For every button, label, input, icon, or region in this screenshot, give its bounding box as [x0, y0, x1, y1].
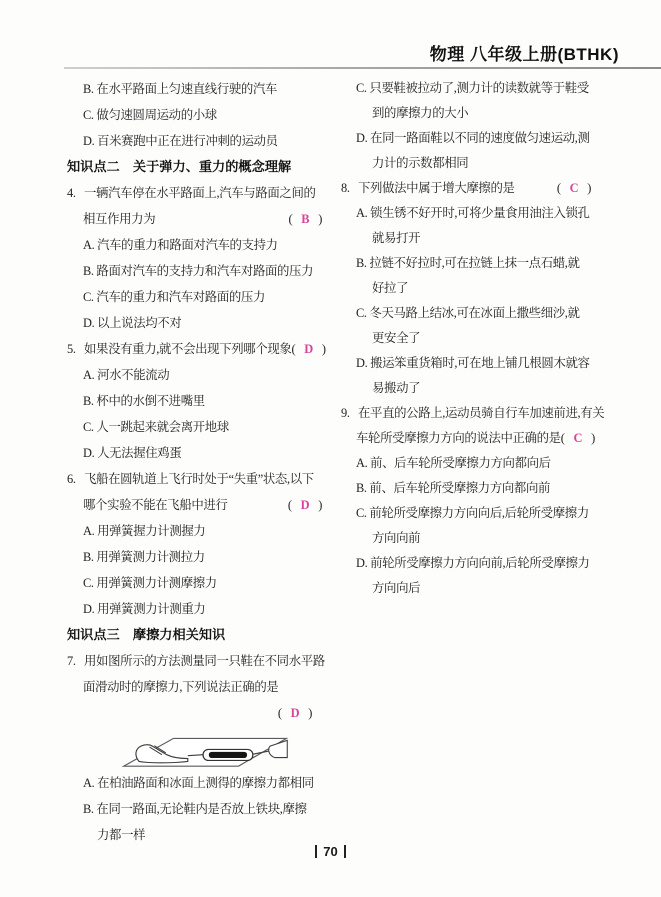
q6-stem-text: 飞船在圆轨道上飞行时处于“失重”状态,以下	[84, 472, 314, 486]
q8-number: 8.	[341, 181, 350, 195]
q8-option-b-line2: 好拉了	[372, 281, 409, 295]
q7-stem-line1	[64, 648, 330, 674]
paren-open: (	[556, 181, 561, 195]
q7-stem-text: 用如图所示的方法测量同一只鞋在不同水平路	[84, 654, 325, 668]
q6-option-d: D. 用弹簧测力计测重力	[83, 602, 206, 616]
q5-option-c: C. 人一跳起来就会离开地球	[83, 420, 229, 434]
q7-answer-line	[64, 700, 330, 726]
q8-stem-line1	[338, 176, 625, 201]
q7-number: 7.	[67, 654, 76, 668]
q5-answer-box	[291, 336, 325, 362]
q4-answer-letter: B	[301, 212, 310, 226]
footer-bar-right-icon	[344, 845, 347, 858]
q8-option-a-line1: A. 锁生锈不好开时,可将少量食用油注入锁孔	[356, 206, 590, 220]
paren-open: (	[277, 706, 282, 720]
paren-close: )	[318, 498, 322, 512]
q5-option-a: A. 河水不能流动	[83, 368, 170, 382]
paren-open: (	[560, 431, 565, 445]
q9-number: 9.	[341, 406, 350, 420]
book-title: 物理 八年级上册(BTHK)	[429, 45, 619, 64]
q6-stem-line1	[64, 466, 330, 492]
prev-question-option-d-line1: D. 在同一路面鞋以不同的速度做匀速运动,测	[356, 131, 590, 145]
q5-answer-letter: D	[304, 342, 313, 356]
shoe-friction-figure	[116, 726, 330, 770]
q8-stem	[341, 176, 515, 201]
q6-option-a: A. 用弹簧握力计测握力	[83, 524, 206, 538]
q5-option-b: B. 杯中的水倒不进嘴里	[83, 394, 205, 408]
section-heading-2: 知识点二 关于弹力、重力的概念理解	[67, 159, 292, 174]
q8-answer-box	[557, 176, 591, 201]
q5-number: 5.	[67, 342, 76, 356]
q5-option-d: D. 人无法握住鸡蛋	[83, 446, 182, 460]
q7-answer-box	[278, 700, 312, 726]
q7-option-a: A. 在柏油路面和冰面上测得的摩擦力都相同	[83, 776, 314, 790]
q6-option-b: B. 用弹簧测力计测拉力	[83, 550, 205, 564]
prev-question-option-b: B. 在水平路面上匀速直线行驶的汽车	[83, 82, 278, 96]
q9-option-b: B. 前、后车轮所受摩擦力方向都向前	[356, 481, 551, 495]
paren-close: )	[318, 212, 322, 226]
q8-option-c-line1: C. 冬天马路上结冰,可在冰面上撒些细沙,就	[356, 306, 580, 320]
q7-option-b-line2: 力都一样	[97, 828, 146, 842]
q8-stem-text: 下列做法中属于增大摩擦的是	[358, 181, 515, 195]
header-divider	[64, 67, 661, 69]
q6-stem-text2: 哪个实验不能在飞船中进行	[83, 498, 228, 512]
q4-answer-box	[289, 206, 322, 232]
paren-close: )	[587, 181, 591, 195]
q4-stem-line1	[64, 180, 330, 206]
q9-option-d-line2: 方向向后	[372, 581, 421, 595]
page-footer	[0, 844, 661, 859]
prev-question-option-d-line2: 力计的示数都相同	[372, 156, 469, 170]
q9-answer-box	[561, 426, 595, 451]
q7-answer-letter: D	[290, 706, 300, 720]
q8-option-a-line2: 就易打开	[372, 231, 421, 245]
q9-option-c-line1: C. 前轮所受摩擦力方向向后,后轮所受摩擦力	[356, 506, 589, 520]
paren-close: )	[591, 431, 595, 445]
q4-option-b: B. 路面对汽车的支持力和汽车对路面的压力	[83, 264, 314, 278]
q9-stem-text2: 车轮所受摩擦力方向的说法中正确的是	[356, 431, 561, 445]
spring-scale-window	[209, 752, 247, 758]
q4-stem-text2: 相互作用力为	[83, 212, 156, 226]
q8-option-d-line2: 易搬动了	[372, 381, 421, 395]
q4-stem-text: 一辆汽车停在水平路面上,汽车与路面之间的	[84, 186, 316, 200]
section-heading-3: 知识点三 摩擦力相关知识	[67, 627, 226, 642]
q4-number: 4.	[67, 186, 76, 200]
left-column	[64, 76, 330, 848]
q8-option-d-line1: D. 搬运笨重货箱时,可在地上铺几根圆木就容	[356, 356, 590, 370]
q5-stem-line1	[64, 336, 330, 362]
q4-stem-line2	[64, 206, 330, 232]
q8-answer-letter: C	[569, 181, 579, 195]
paren-close: )	[308, 706, 312, 720]
q9-stem-line1	[338, 401, 625, 426]
prev-question-option-c: C. 做匀速圆周运动的小球	[83, 108, 217, 122]
q6-option-c: C. 用弹簧测力计测摩擦力	[83, 576, 217, 590]
q5-stem-text: 如果没有重力,就不会出现下列哪个现象	[84, 342, 292, 356]
page-number: 70	[323, 844, 338, 859]
q8-option-c-line2: 更安全了	[372, 331, 421, 345]
q6-answer-box	[288, 492, 322, 518]
prev-question-option-d: D. 百米赛跑中正在进行冲刺的运动员	[83, 134, 278, 148]
q4-option-d: D. 以上说法均不对	[83, 316, 182, 330]
q4-option-a: A. 汽车的重力和路面对汽车的支持力	[83, 238, 278, 252]
q6-number: 6.	[67, 472, 76, 486]
right-column	[338, 76, 625, 601]
paren-open: (	[291, 342, 296, 356]
prev-question-option-c-line2: 到的摩擦力的大小	[372, 106, 469, 120]
paren-open: (	[288, 212, 293, 226]
q8-option-b-line1: B. 拉链不好拉时,可在拉链上抹一点石蜡,就	[356, 256, 580, 270]
footer-bar-left-icon	[315, 845, 318, 858]
paren-open: (	[287, 498, 292, 512]
q9-stem-line2	[338, 426, 625, 451]
q9-option-c-line2: 方向向前	[372, 531, 421, 545]
q6-answer-letter: D	[300, 498, 310, 512]
q4-option-c: C. 汽车的重力和汽车对路面的压力	[83, 290, 265, 304]
q7-option-b-line1: B. 在同一路面,无论鞋内是否放上铁块,摩擦	[83, 802, 307, 816]
q5-stem	[67, 336, 291, 362]
q9-stem-text: 在平直的公路上,运动员骑自行车加速前进,有关	[358, 406, 605, 420]
q9-answer-letter: C	[573, 431, 583, 445]
q7-stem-line2: 面滑动时的摩擦力,下列说法正确的是	[83, 680, 279, 694]
q9-option-d-line1: D. 前轮所受摩擦力方向向前,后轮所受摩擦力	[356, 556, 590, 570]
paren-close: )	[321, 342, 326, 356]
prev-question-option-c-line1: C. 只要鞋被拉动了,测力计的读数就等于鞋受	[356, 81, 589, 95]
q6-stem-line2	[64, 492, 330, 518]
q9-option-a: A. 前、后车轮所受摩擦力方向都向后	[356, 456, 551, 470]
